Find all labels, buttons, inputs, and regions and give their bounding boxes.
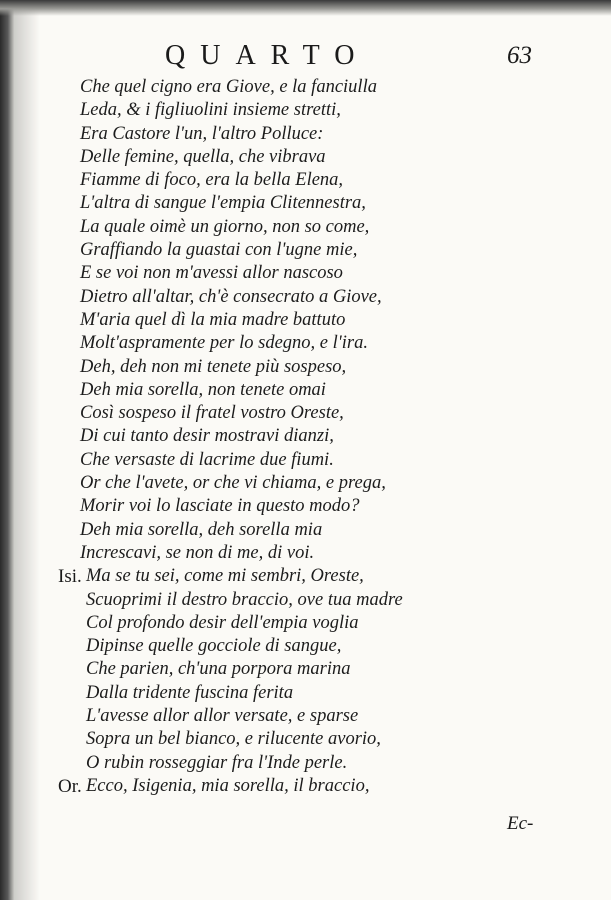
catchword: Ec-	[507, 813, 534, 834]
verse-line	[0, 635, 611, 658]
verse-text: Increscavi, se non di me, di voi.	[80, 542, 315, 563]
verse-line	[0, 589, 611, 612]
running-head	[0, 40, 611, 72]
verse-text: Graffiando la guastai con l'ugne mie,	[80, 240, 358, 261]
verse-line	[0, 216, 611, 239]
verse-text: Delle femine, quella, che vibrava	[80, 146, 326, 167]
verse-line	[0, 449, 611, 472]
verse-text: O rubin rosseggiar fra l'Inde perle.	[86, 752, 348, 773]
verse-line	[0, 262, 611, 285]
verse-text: L'avesse allor allor versate, e sparse	[86, 706, 359, 727]
verse-text: Col profondo desir dell'empia voglia	[86, 612, 359, 633]
verse-text: Dipinse quelle gocciole di sangue,	[86, 636, 342, 657]
verse-text: L'altra di sangue l'empia Clitennestra,	[80, 193, 366, 214]
verse-line	[0, 565, 611, 588]
verse-text: E se voi non m'avessi allor nascoso	[80, 263, 343, 284]
verse-text: Leda, & i figliuolini insieme stretti,	[80, 100, 341, 121]
verse-text: Deh, deh non mi tenete più sospeso,	[80, 356, 347, 377]
verse-line	[0, 728, 611, 751]
verse-text: Sopra un bel bianco, e rilucente avorio,	[86, 729, 381, 750]
verse-text: Di cui tanto desir mostravi dianzi,	[80, 426, 334, 447]
verse-text: Ecco, Isigenia, mia sorella, il braccio,	[86, 775, 370, 796]
verse-text: Che quel cigno era Giove, e la fanciulla	[80, 77, 377, 97]
speaker-label: Or.	[58, 775, 82, 797]
verse-line	[0, 402, 611, 425]
verse-text: Ma se tu sei, come mi sembri, Oreste,	[86, 566, 364, 587]
verse-line	[0, 752, 611, 775]
verse-line	[0, 705, 611, 728]
verse-line	[0, 612, 611, 635]
verse-line	[0, 682, 611, 705]
verse-text: Che parien, ch'una porpora marina	[86, 659, 351, 680]
verse-text: Morir voi lo lasciate in questo modo?	[80, 496, 360, 517]
verse-line	[0, 775, 611, 798]
verse-text: Or che l'avete, or che vi chiama, e prega,	[80, 473, 386, 494]
verse-text: M'aria quel dì la mia madre battuto	[80, 309, 346, 330]
verse-text: Fiamme di foco, era la bella Elena,	[80, 170, 344, 191]
verse-line	[0, 309, 611, 332]
verse-line	[0, 542, 611, 565]
speaker-label: Isi.	[58, 566, 82, 588]
verse-text: Che versaste di lacrime due fiumi.	[80, 449, 334, 470]
verse-line	[0, 192, 611, 215]
verse-line	[0, 658, 611, 681]
verse-line	[0, 123, 611, 146]
verse-line	[0, 332, 611, 355]
verse-text: La quale oimè un giorno, non so come,	[80, 216, 370, 237]
verse-line	[0, 286, 611, 309]
verse-line	[0, 169, 611, 192]
verse-line	[0, 379, 611, 402]
verse-line	[0, 76, 611, 99]
verse-line	[0, 356, 611, 379]
verse-line	[0, 99, 611, 122]
verse-line	[0, 425, 611, 448]
verse-line	[0, 146, 611, 169]
verse-text: Scuoprimi il destro braccio, ove tua madre	[86, 589, 403, 610]
verse-text: Dalla tridente fuscina ferita	[86, 682, 294, 703]
page-number: 63	[507, 42, 532, 69]
page-top-edge	[0, 0, 611, 16]
verse-text: Così sospeso il fratel vostro Oreste,	[80, 403, 344, 424]
verse-line	[0, 239, 611, 262]
verse-line	[0, 472, 611, 495]
verse-text: Molt'aspramente per lo sdegno, e l'ira.	[80, 333, 368, 354]
verse-block	[0, 76, 611, 798]
verse-text: Dietro all'altar, ch'è consecrato a Giove,	[80, 286, 382, 307]
verse-text: Deh mia sorella, deh sorella mia	[80, 519, 323, 540]
verse-text: Era Castore l'un, l'altro Polluce:	[80, 123, 324, 144]
verse-line	[0, 519, 611, 542]
verse-line	[0, 495, 611, 518]
verse-text: Deh mia sorella, non tenete omai	[80, 379, 326, 400]
running-title: QUARTO	[165, 40, 370, 71]
